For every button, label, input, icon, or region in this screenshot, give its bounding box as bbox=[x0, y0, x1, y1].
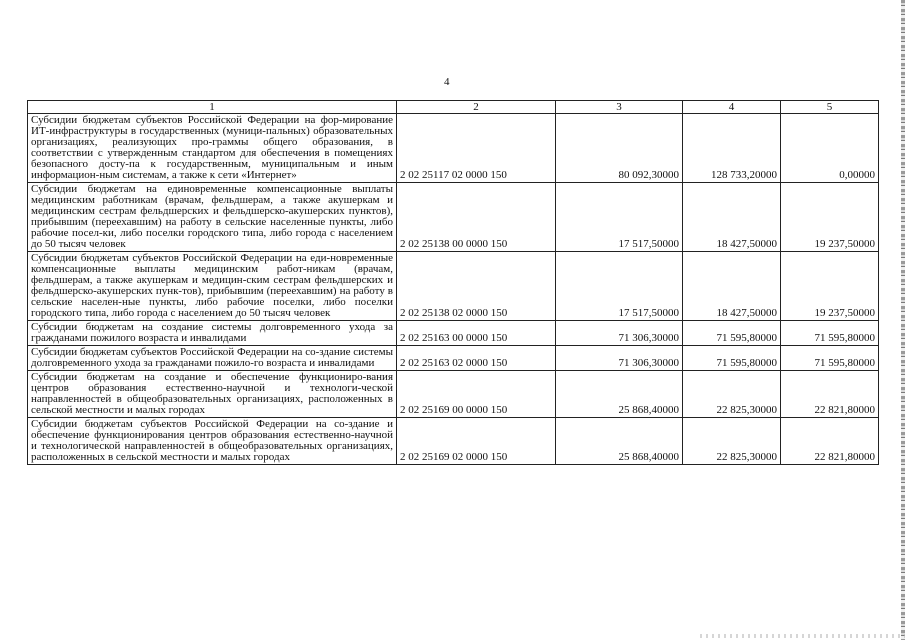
row-description: Субсидии бюджетам субъектов Российской Федерации на со-здание и обеспечение функционирования центров образования естественно-научной и технологической направленностей в общеобразовательных организациях, расположенных в сельской местности и малых городах bbox=[28, 418, 397, 465]
row-amount-col3: 71 306,30000 bbox=[556, 346, 683, 371]
table-row bbox=[28, 321, 879, 346]
row-budget-code: 2 02 25163 02 0000 150 bbox=[397, 346, 556, 371]
row-budget-code: 2 02 25163 00 0000 150 bbox=[397, 321, 556, 346]
row-amount-col5: 71 595,80000 bbox=[781, 321, 879, 346]
column-header-1: 1 bbox=[28, 101, 397, 114]
row-amount-col5: 19 237,50000 bbox=[781, 183, 879, 252]
row-budget-code: 2 02 25138 00 0000 150 bbox=[397, 183, 556, 252]
row-budget-code: 2 02 25138 02 0000 150 bbox=[397, 252, 556, 321]
column-number-header-row bbox=[28, 101, 879, 114]
column-header-5: 5 bbox=[781, 101, 879, 114]
row-budget-code: 2 02 25117 02 0000 150 bbox=[397, 114, 556, 183]
column-header-4: 4 bbox=[683, 101, 781, 114]
table-row bbox=[28, 371, 879, 418]
row-amount-col5: 19 237,50000 bbox=[781, 252, 879, 321]
row-amount-col4: 18 427,50000 bbox=[683, 183, 781, 252]
row-description: Субсидии бюджетам субъектов Российской Федерации на со-здание системы долговременного ухода за гражданами пожило-го возраста и инвалидами bbox=[28, 346, 397, 371]
column-header-3: 3 bbox=[556, 101, 683, 114]
row-amount-col4: 22 825,30000 bbox=[683, 418, 781, 465]
row-amount-col5: 71 595,80000 bbox=[781, 346, 879, 371]
row-description: Субсидии бюджетам на создание системы долговременного ухода за гражданами пожилого возраста и инвалидами bbox=[28, 321, 397, 346]
table-row bbox=[28, 418, 879, 465]
row-description: Субсидии бюджетам субъектов Российской Федерации на фор-мирование ИТ-инфраструктуры в государственных (муници-пальных) образовательных организациях, реализующих про-граммы общего образования, в соответствии с утвержденным стандартом для обеспечения в помещениях безопасного досту-па к государственным, муниципальным и иным информацион-ным системам, а также к сети «Интернет» bbox=[28, 114, 397, 183]
row-description: Субсидии бюджетам на единовременные компенсационные выплаты медицинским работникам (врачам, фельдшерам, а также акушеркам и медицинским сестрам фельдшерских и фельдшерско-акушерских пунктов), прибывшим (переехавшим) на работу в сельские населенные пункты, либо рабочие посел-ки, либо поселки городского типа, либо города с населением до 50 тысяч человек bbox=[28, 183, 397, 252]
row-amount-col3: 25 868,40000 bbox=[556, 418, 683, 465]
row-amount-col4: 71 595,80000 bbox=[683, 346, 781, 371]
row-amount-col5: 22 821,80000 bbox=[781, 371, 879, 418]
row-budget-code: 2 02 25169 02 0000 150 bbox=[397, 418, 556, 465]
row-amount-col4: 22 825,30000 bbox=[683, 371, 781, 418]
row-amount-col5: 22 821,80000 bbox=[781, 418, 879, 465]
row-description: Субсидии бюджетам субъектов Российской Федерации на еди-новременные компенсационные выплаты медицинским работ-никам (врачам, фельдшерам, а также акушеркам и медицин-ским сестрам фельдшерских и фельдшерско-акушерских пунк-тов), прибывшим (переехавшим) на работу в сельские населен-ные пункты, либо рабочие поселки, либо поселки городского типа, либо города с населением до 50 тысяч человек bbox=[28, 252, 397, 321]
row-amount-col5: 0,00000 bbox=[781, 114, 879, 183]
budget-revenue-table bbox=[27, 100, 879, 465]
row-description: Субсидии бюджетам на создание и обеспечение функциониро-вания центров образования естественно-научной и технологи-ческой направленностей в общеобразовательных организациях, расположенных в сельской местности и малых городах bbox=[28, 371, 397, 418]
row-amount-col3: 17 517,50000 bbox=[556, 252, 683, 321]
row-amount-col4: 18 427,50000 bbox=[683, 252, 781, 321]
row-amount-col4: 128 733,20000 bbox=[683, 114, 781, 183]
row-amount-col3: 17 517,50000 bbox=[556, 183, 683, 252]
scan-edge-artifact bbox=[901, 0, 905, 640]
row-budget-code: 2 02 25169 00 0000 150 bbox=[397, 371, 556, 418]
column-header-2: 2 bbox=[397, 101, 556, 114]
table-row bbox=[28, 114, 879, 183]
row-amount-col3: 80 092,30000 bbox=[556, 114, 683, 183]
row-amount-col3: 71 306,30000 bbox=[556, 321, 683, 346]
row-amount-col3: 25 868,40000 bbox=[556, 371, 683, 418]
table-row bbox=[28, 252, 879, 321]
scan-noise-artifact bbox=[700, 634, 905, 638]
row-amount-col4: 71 595,80000 bbox=[683, 321, 781, 346]
table-row bbox=[28, 346, 879, 371]
page-number: 4 bbox=[444, 76, 450, 88]
table-row bbox=[28, 183, 879, 252]
